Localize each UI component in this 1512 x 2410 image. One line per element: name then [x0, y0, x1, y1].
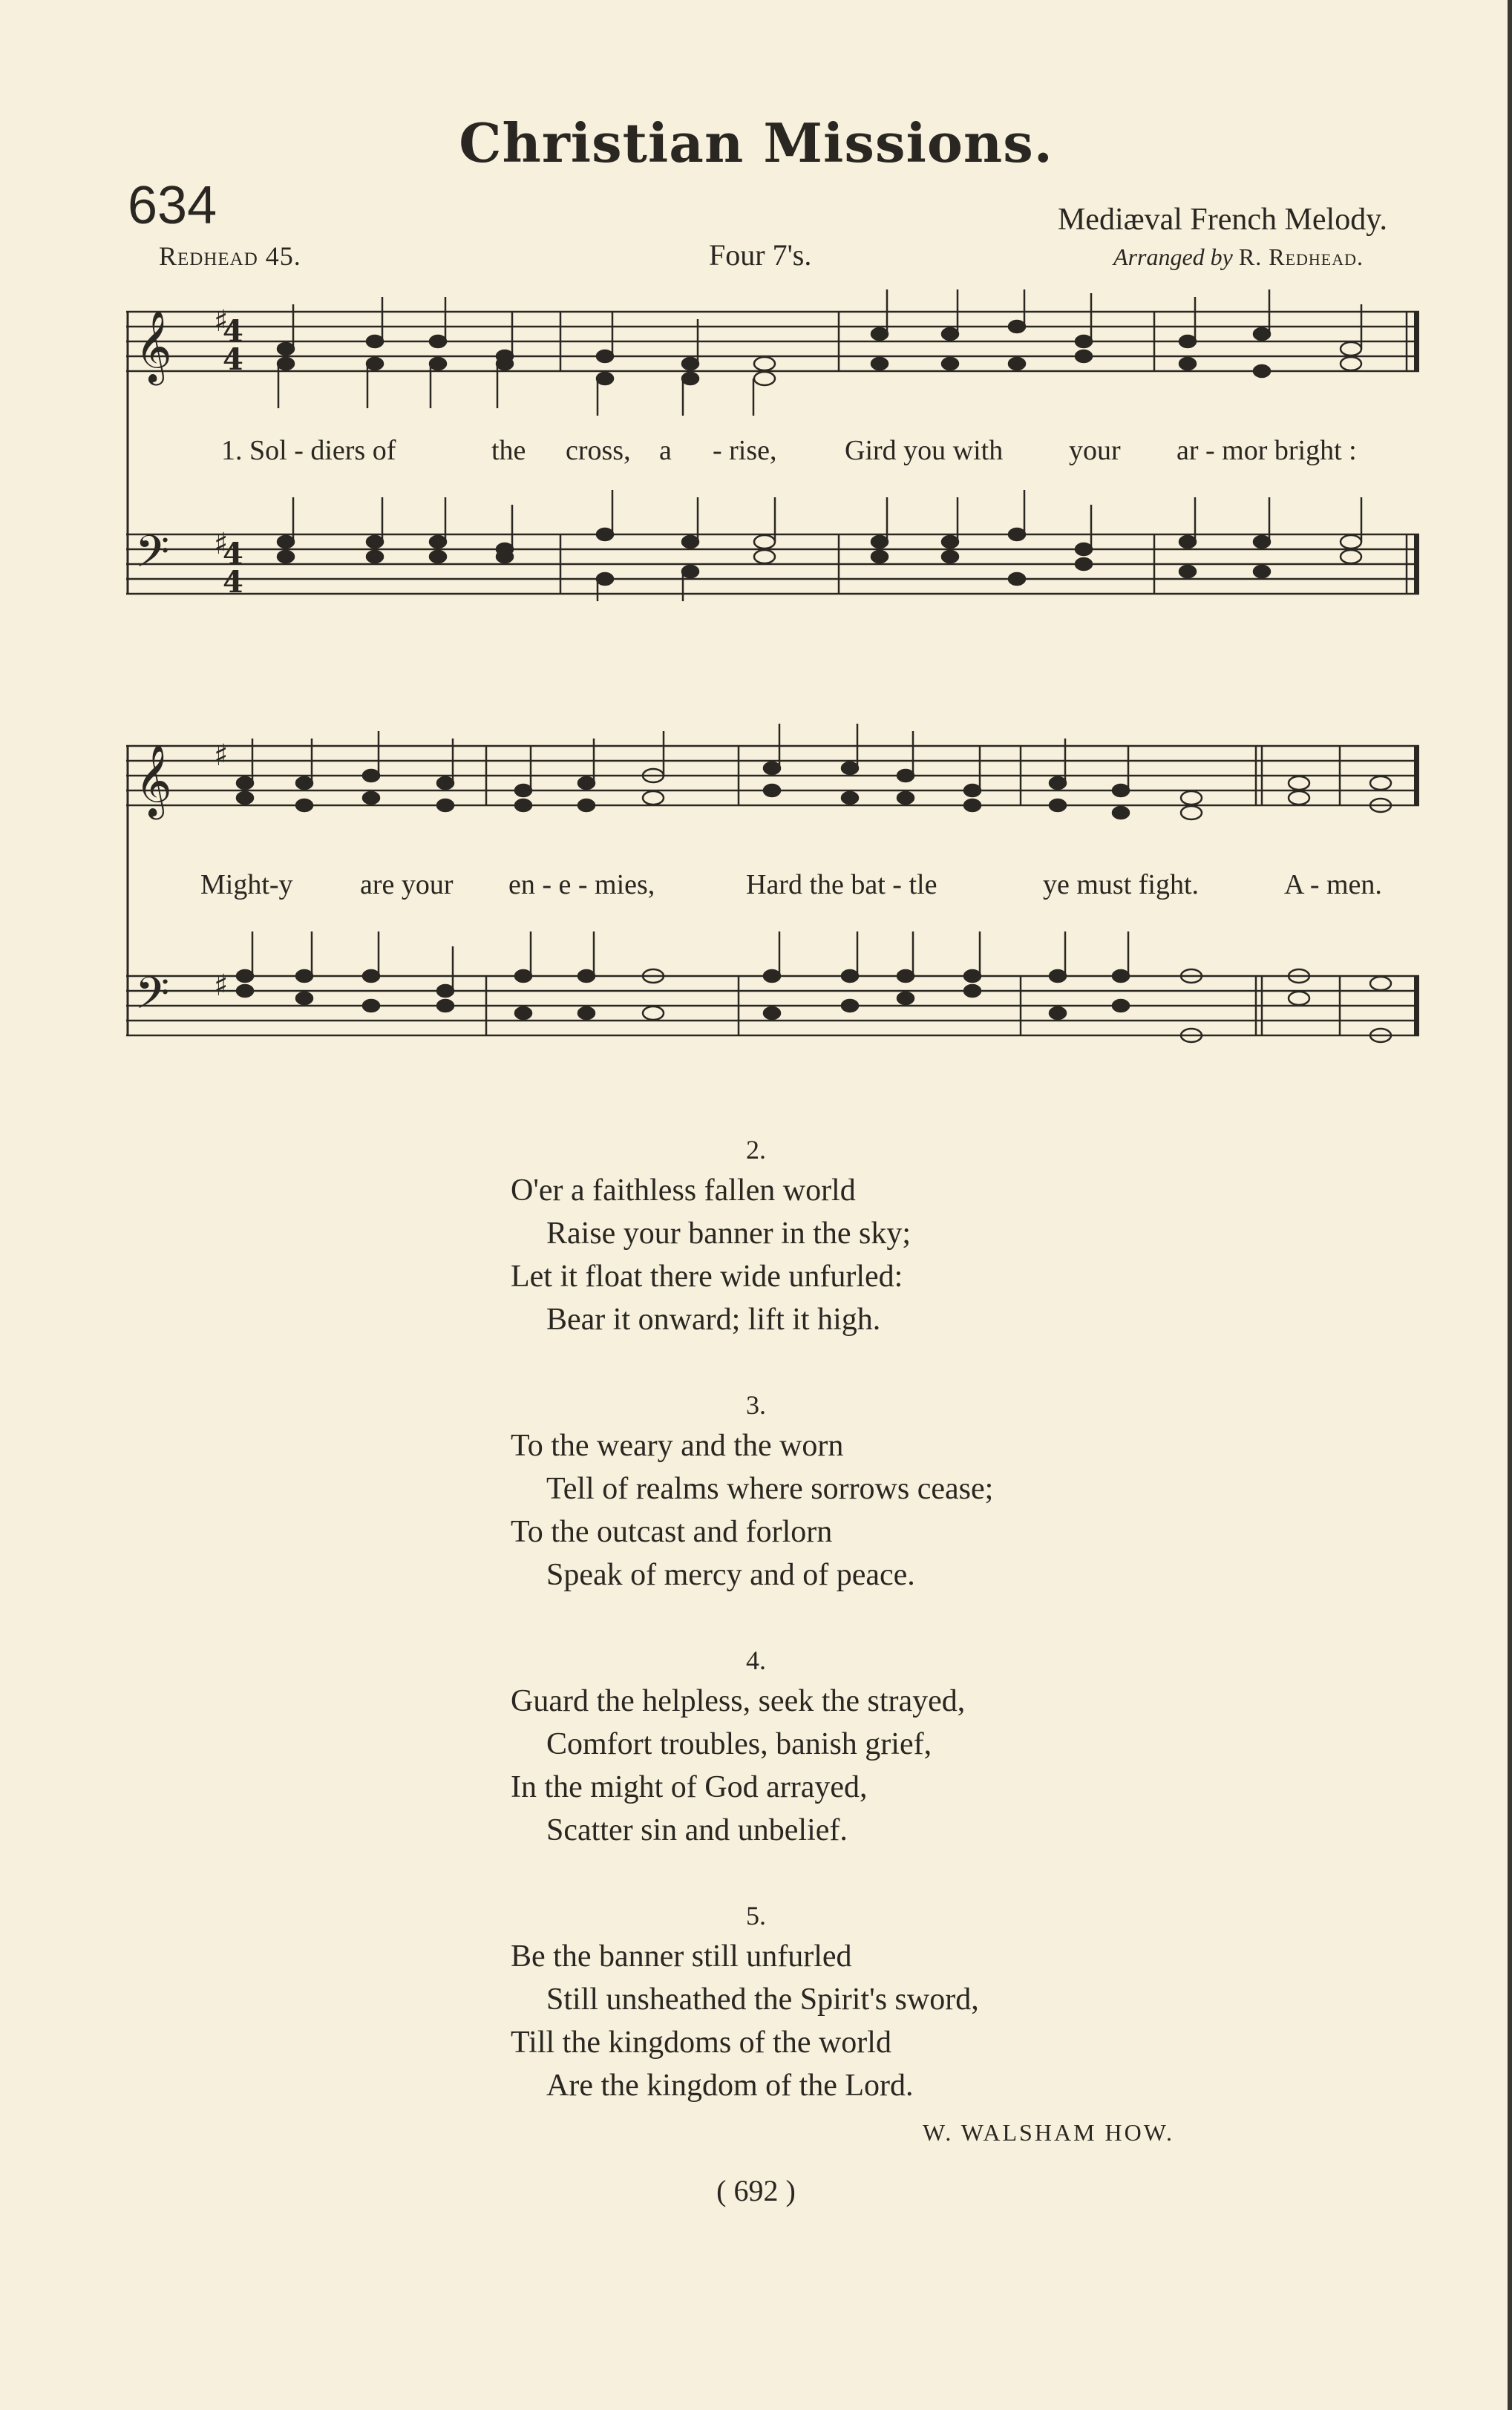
melody-source: Mediæval French Melody. [1057, 203, 1387, 237]
svg-text:𝄞: 𝄞 [135, 744, 172, 816]
stanza-line: Be the banner still unfurled [511, 1939, 852, 1974]
stanza-line: Bear it onward; lift it high. [546, 1303, 881, 1337]
stanza-line: Raise your banner in the sky; [546, 1217, 912, 1251]
lyric-s1-6: Gird you with [845, 435, 1004, 466]
hymn-number: 634 [128, 176, 217, 235]
svg-text:4: 4 [223, 342, 243, 377]
lyric-s1-4: a [659, 435, 672, 466]
svg-text:♯: ♯ [214, 304, 229, 338]
page-edge [1508, 0, 1512, 2410]
svg-text:4: 4 [223, 314, 243, 349]
stanza-number: 5. [746, 1901, 766, 1931]
lyric-s2-4: Hard the bat - tle [746, 869, 937, 900]
page-number: ( 692 ) [716, 2174, 796, 2207]
stanza-line: Comfort troubles, banish grief, [546, 1727, 932, 1761]
svg-text:♯: ♯ [214, 738, 229, 773]
bass-staff-lines [126, 534, 1419, 594]
music-system-1 [126, 289, 1425, 601]
stanza-line: To the weary and the worn [511, 1429, 844, 1463]
svg-text:4: 4 [223, 565, 243, 600]
lyric-s2-3: en - e - mies, [508, 869, 655, 900]
lyric-s2-2: are your [360, 869, 454, 900]
stanza-line: Let it float there wide unfurled: [511, 1260, 903, 1294]
svg-text:♯: ♯ [214, 968, 229, 1003]
svg-text:𝄞: 𝄞 [135, 310, 172, 382]
lyric-s1-8: ar - mor bright : [1176, 435, 1357, 466]
stanza-line: Tell of realms where sorrows cease; [546, 1472, 994, 1506]
stanza-line: Speak of mercy and of peace. [546, 1558, 915, 1592]
arranger [1113, 243, 1364, 271]
lyric-s2-5: ye must fight. [1043, 869, 1200, 900]
lyric-s1-7: your [1069, 435, 1121, 466]
lyric-s1-1: 1. Sol - diers of [221, 435, 396, 466]
stanza-line: Till the kingdoms of the world [511, 2026, 891, 2060]
bass-staff-lines [126, 976, 1419, 1035]
lyric-s1-5: - rise, [713, 435, 777, 466]
tune-name: Redhead 45. [159, 241, 301, 271]
arranged-by-label: Arranged by [1113, 243, 1233, 270]
stanza-number: 2. [746, 1135, 766, 1165]
svg-text:𝄢: 𝄢 [135, 525, 170, 588]
stanza-line: O'er a faithless fallen world [511, 1173, 856, 1208]
bass-notes [278, 490, 1361, 601]
stanza-line: In the might of God arrayed, [511, 1770, 868, 1804]
bass-notes [237, 931, 1391, 1042]
lyric-s2-1: Might-y [200, 869, 293, 900]
stanza-line: Still unsheathed the Spirit's sword, [546, 1982, 979, 2017]
stanza-line: Guard the helpless, seek the strayed, [511, 1684, 966, 1718]
meter: Four 7's. [709, 238, 812, 272]
section-title: Christian Missions. [459, 111, 1053, 174]
author: W. WALSHAM HOW. [923, 2119, 1174, 2146]
treble-staff-lines [126, 312, 1419, 371]
stanza-line: To the outcast and forlorn [511, 1515, 833, 1549]
svg-text:𝄢: 𝄢 [135, 967, 170, 1029]
stanza-line: Are the kingdom of the Lord. [546, 2069, 914, 2103]
stanza-line: Scatter sin and unbelief. [546, 1813, 848, 1847]
treble-notes [278, 289, 1361, 416]
lyric-s1-3: cross, [566, 435, 631, 466]
stanza-number: 3. [746, 1390, 766, 1420]
svg-text:4: 4 [223, 537, 243, 572]
lyric-s1-2: the [491, 435, 526, 466]
arranger-name: R. Redhead. [1238, 243, 1364, 270]
stanza-number: 4. [746, 1646, 766, 1675]
lyric-s2-6: A - men. [1284, 869, 1382, 900]
svg-text:♯: ♯ [214, 526, 229, 561]
music-system-2 [126, 724, 1425, 1050]
